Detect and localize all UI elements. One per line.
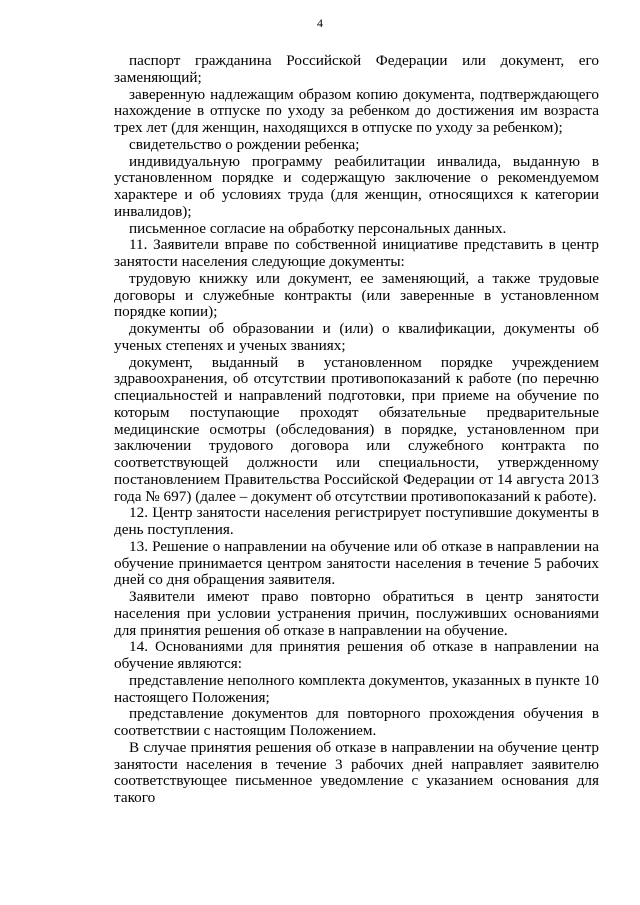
document-body bbox=[114, 53, 599, 807]
paragraph: 12. Центр занятости населения регистрирует поступившие документы в день поступления. bbox=[114, 504, 599, 538]
paragraph: 14. Основаниями для принятия решения об отказе в направлении на обучение являются: bbox=[114, 638, 599, 672]
paragraph: Заявители имеют право повторно обратиться в центр занятости населения при условии устранения причин, послуживших основаниями для принятия решения об отказе в направлении на обучение. bbox=[114, 588, 599, 639]
page-number: 4 bbox=[317, 16, 323, 30]
paragraph: представление неполного комплекта документов, указанных в пункте 10 настоящего Положения; bbox=[114, 671, 599, 706]
paragraph: трудовую книжку или документ, ее заменяющий, а также трудовые договоры и служебные контракты (или заверенные в установленном порядке копии); bbox=[114, 269, 599, 321]
paragraph: документы об образовании и (или) о квалификации, документы об ученых степенях и ученых званиях; bbox=[114, 320, 599, 354]
paragraph: документ, выданный в установленном порядке учреждением здравоохранения, об отсутствии противопоказаний к работе (по перечню специальностей и направлений подготовки, при приеме на обучение по которым поступающие проходят обязательные предварительные медицинские осмотры (обследования) в порядке, установленном при заключении трудового договора или служебного контракта по соответствующей должности или специальности, утвержденному постановлением Правительства Российской Федерации от 14 августа 2013 года № 697) (далее – документ об отсутствии противопоказаний к работе). bbox=[114, 353, 599, 505]
paragraph: 11. Заявители вправе по собственной инициативе представить в центр занятости населения следующие документы: bbox=[114, 236, 599, 270]
paragraph: В случае принятия решения об отказе в направлении на обучение центр занятости населения в течение 3 рабочих дней направляет заявителю соответствующее письменное уведомление с указанием основания для такого bbox=[114, 738, 599, 806]
paragraph: 13. Решение о направлении на обучение или об отказе в направлении на обучение принимается центром занятости населения в течение 5 рабочих дней со дня обращения заявителя. bbox=[114, 537, 599, 589]
paragraph: письменное согласие на обработку персональных данных. bbox=[129, 219, 507, 237]
paragraph: заверенную надлежащим образом копию документа, подтверждающего нахождение в отпуске по уходу за ребенком до достижения им возраста трех лет (для женщин, находящихся в отпуске по уходу за ребенком); bbox=[114, 85, 599, 136]
paragraph: индивидуальную программу реабилитации инвалида, выданную в установленном порядке и содержащую заключение о рекомендуемом характере и об условиях труда (для женщин, относящихся к категории инвалидов); bbox=[114, 152, 599, 220]
paragraph: паспорт гражданина Российской Федерации или документ, его заменяющий; bbox=[114, 52, 599, 86]
paragraph: представление документов для повторного прохождения обучения в соответствии с настоящим Положением. bbox=[114, 705, 599, 739]
paragraph: свидетельство о рождении ребенка; bbox=[129, 135, 360, 153]
